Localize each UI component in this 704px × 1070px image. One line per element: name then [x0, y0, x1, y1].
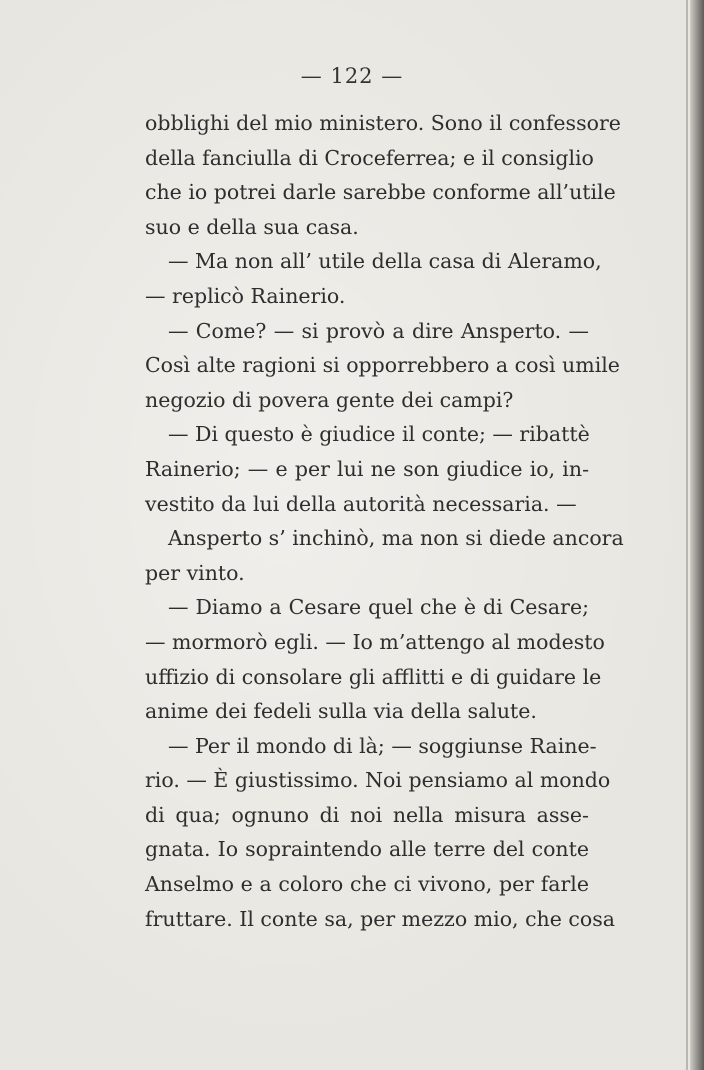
- text-line: gnata. Io sopraintendo alle terre del conte: [145, 837, 589, 862]
- text-line: — mormorò egli. — Io m’attengo al modesto: [145, 629, 605, 654]
- text-line: — Per il mondo di là; — soggiunse Raine-: [168, 733, 597, 758]
- text-line: — Ma non all’ utile della casa di Aleramo,: [168, 249, 602, 274]
- page-number: — 122 —: [300, 64, 404, 88]
- body-text: [145, 106, 624, 936]
- text-line: Rainerio; — e per lui ne son giudice io, in-: [145, 456, 589, 481]
- text-line: Così alte ragioni si opporrebbero a così umile: [145, 353, 620, 378]
- text-line: per vinto.: [145, 560, 245, 585]
- page-gutter-line: [686, 0, 688, 1070]
- text-line: negozio di povera gente dei campi?: [145, 387, 514, 412]
- text-line: — replicò Rainerio.: [145, 283, 346, 308]
- text-line: che io potrei darle sarebbe conforme all’utile: [145, 180, 616, 205]
- text-line: vestito da lui della autorità necessaria. —: [145, 491, 577, 516]
- text-line: Ansperto s’ inchinò, ma non si diede ancora: [168, 526, 624, 551]
- text-line: rio. — È giustissimo. Noi pensiamo al mondo: [145, 768, 611, 793]
- text-line: — Come? — si provò a dire Ansperto. —: [168, 318, 589, 343]
- text-line: Anselmo e a coloro che ci vivono, per farle: [145, 872, 589, 897]
- text-line: uffizio di consolare gli afflitti e di guidare le: [145, 664, 602, 689]
- text-line: — Diamo a Cesare quel che è di Cesare;: [168, 595, 589, 620]
- text-line: della fanciulla di Croceferrea; e il consiglio: [145, 145, 594, 170]
- text-line: anime dei fedeli sulla via della salute.: [145, 699, 537, 724]
- text-line: obblighi del mio ministero. Sono il confessore: [145, 111, 621, 135]
- text-line: di qua; ognuno di noi nella misura asse-: [145, 802, 589, 827]
- text-line: fruttare. Il conte sa, per mezzo mio, che cosa: [145, 906, 615, 931]
- text-line: suo e della sua casa.: [145, 214, 359, 239]
- text-line: — Di questo è giudice il conte; — ribattè: [168, 422, 590, 447]
- book-spine-edge: [690, 0, 704, 1070]
